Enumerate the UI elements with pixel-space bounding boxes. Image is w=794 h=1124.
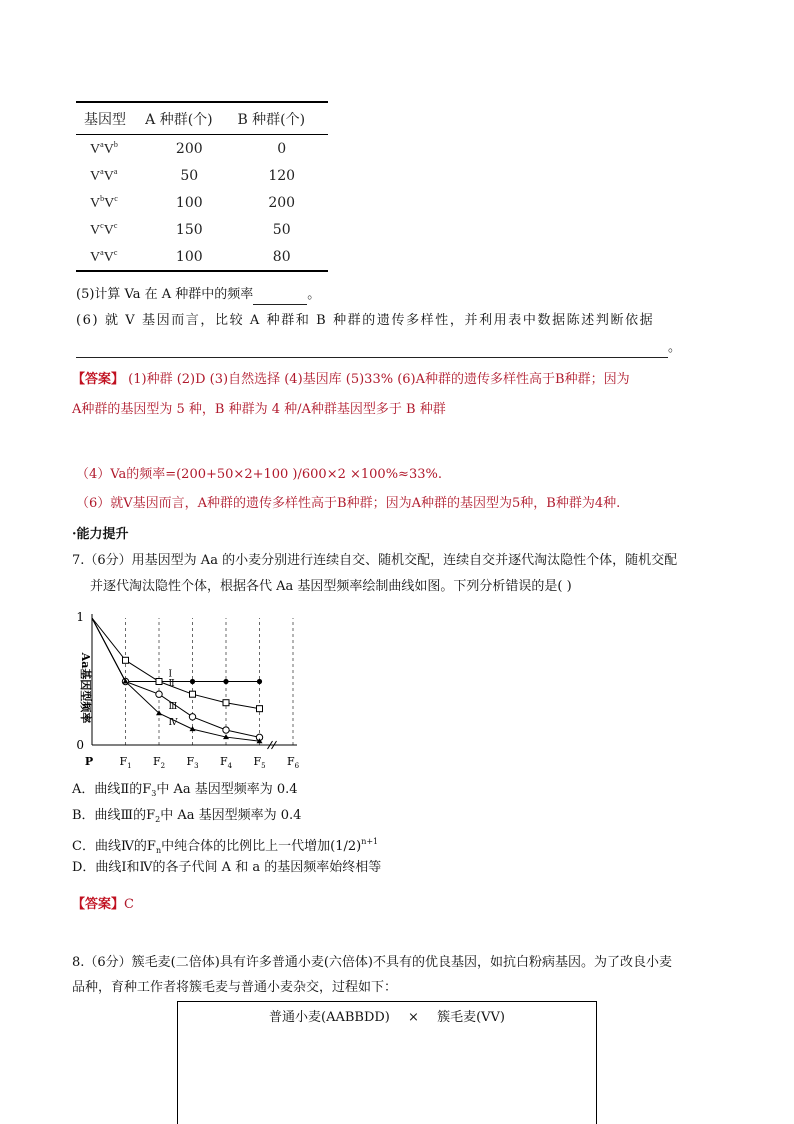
- question-5: [76, 285, 320, 305]
- data-point: [156, 679, 162, 685]
- question-8-line-2: 品种，育种工作者将簇毛麦与普通小麦杂交，过程如下：: [72, 980, 398, 995]
- answer-tag: 【答案】: [72, 372, 125, 387]
- answer-text-1: (1)种群 (2)D (3)自然选择 (4)基因库 (5)33% (6)A种群的遗传多样性高于B种群；因为: [128, 372, 630, 387]
- question-5-text: (5)计算 Va 在 A 种群中的频率: [76, 287, 254, 302]
- data-point: [123, 657, 129, 663]
- question-7-line-1: 7.（6分）用基因型为 Aa 的小麦分别进行连续自交、随机交配，连续自交并逐代淘汰隐性个体，随机交配: [72, 553, 678, 568]
- data-point: [190, 691, 196, 697]
- answer-line-1: [72, 370, 630, 390]
- cell-pop-b: 0: [277, 140, 287, 157]
- table-row: [76, 216, 328, 243]
- series-label: Ⅰ: [168, 669, 173, 680]
- genotype-table: [76, 101, 328, 272]
- x-tick-label: $F_4$: [219, 755, 233, 770]
- answer-line-2: [72, 400, 446, 420]
- aa-frequency-chart: [70, 608, 300, 773]
- option-c-sub: n: [155, 846, 162, 855]
- explanation-6: （6）就V基因而言，A种群的遗传多样性高于B种群；因为A种群的基因型为5种，B种群为4种.: [76, 496, 621, 511]
- cross-diagram-box: [177, 1001, 597, 1124]
- y-axis-label: Aa基因型频率: [79, 652, 92, 724]
- genotype-table-wrap: [76, 101, 328, 272]
- option-c-post: 中纯合体的比例比上一代增加(1/2): [161, 839, 362, 854]
- x-tick-label: $F_3$: [186, 755, 199, 770]
- parent-common-wheat: 普通小麦(AABBDD): [269, 1010, 390, 1025]
- question-6-end: 。: [668, 340, 682, 355]
- cell-genotype: $V^aV^a$: [90, 166, 118, 184]
- answer-7-tag: 【答案】: [72, 897, 125, 912]
- x-tick-label: $F_5$: [253, 755, 266, 770]
- option-c-sup: n+1: [361, 837, 379, 846]
- explanation-4: （4）Va的频率=(200+50×2+100 )/600×2 ×100%≈33%.: [76, 467, 442, 482]
- answer-text-2: A种群的基因型为 5 种，B 种群为 4 种/A种群基因型多于 B 种群: [72, 402, 446, 417]
- option-a-post: 中 Aa 基因型频率为 0.4: [156, 782, 298, 797]
- series-label: Ⅱ: [168, 679, 175, 690]
- parent-haynaldia: 簇毛麦(VV): [437, 1010, 505, 1025]
- header-pop-b: B 种群(个): [235, 102, 328, 135]
- cell-pop-a: 50: [180, 167, 199, 184]
- data-point: [257, 706, 263, 712]
- question-6-text: (6) 就 V 基因而言，比较 A 种群和 B 种群的遗传多样性，并利用表中数据陈述判断依据: [76, 313, 655, 328]
- option-b-post: 中 Aa 基因型频率为 0.4: [160, 808, 302, 823]
- data-point: [156, 691, 162, 697]
- y-tick-label: 1: [76, 610, 84, 624]
- option-a-pre: A．曲线Ⅱ的F: [72, 782, 152, 797]
- data-point: [223, 700, 229, 706]
- cell-genotype: $V^aV^b$: [90, 139, 118, 157]
- cell-pop-b: 120: [268, 167, 296, 184]
- data-point: [223, 727, 229, 733]
- question-7-line-2: 并逐代淘汰隐性个体，根据各代 Aa 基因型频率绘制曲线如图。下列分析错误的是( ): [90, 579, 572, 594]
- option-b-pre: B．曲线Ⅲ的F: [72, 808, 156, 823]
- option-c[interactable]: [72, 832, 378, 861]
- table-row: [76, 243, 328, 271]
- question-6-blank-line: [76, 338, 681, 358]
- table-row: [76, 189, 328, 216]
- data-point: [190, 679, 195, 684]
- table-header-row: [76, 102, 328, 135]
- answer-7: [72, 895, 134, 915]
- answer-blank-5[interactable]: [253, 290, 307, 305]
- cell-pop-a: 100: [175, 194, 203, 211]
- option-d[interactable]: D．曲线Ⅰ和Ⅳ的各子代间 A 和 a 的基因频率始终相等: [72, 860, 382, 875]
- data-point: [189, 714, 195, 720]
- question-5-end: 。: [307, 287, 321, 302]
- header-genotype: 基因型: [76, 102, 143, 135]
- option-a-sub: 3: [151, 789, 157, 798]
- cell-pop-b: 80: [235, 243, 328, 271]
- cell-pop-b: 50: [272, 221, 291, 238]
- option-a[interactable]: [72, 780, 298, 804]
- option-c-pre: C．曲线Ⅳ的F: [72, 839, 156, 854]
- cell-genotype: $V^bV^c$: [90, 193, 118, 211]
- section-heading: ·能力提升: [72, 527, 129, 542]
- cross-diagram-header: [178, 1008, 596, 1028]
- x-tick-label: P: [84, 755, 94, 768]
- cell-pop-a: 200: [175, 140, 203, 157]
- x-tick-label: $F_6$: [286, 755, 300, 770]
- answer-7-value: C: [124, 897, 134, 912]
- cell-pop-a: 100: [143, 243, 235, 271]
- option-b-sub: 2: [155, 815, 161, 824]
- table-row: [76, 135, 328, 163]
- answer-blank-6[interactable]: [76, 343, 668, 358]
- question-6: [76, 311, 654, 331]
- table-row: [76, 162, 328, 189]
- cell-pop-b: 200: [268, 194, 296, 211]
- cell-pop-a: 150: [175, 221, 203, 238]
- cell-genotype: $V^cV^c$: [90, 220, 118, 238]
- option-b[interactable]: [72, 806, 301, 830]
- cell-genotype: $V^aV^c$: [76, 243, 143, 271]
- series-line: [92, 618, 260, 709]
- y-tick-label: 0: [76, 738, 84, 752]
- x-tick-label: $F_2$: [152, 755, 166, 770]
- data-point: [257, 679, 262, 684]
- chart-labels: [76, 610, 299, 770]
- header-pop-a: A 种群(个): [143, 102, 235, 135]
- cross-symbol: ×: [408, 1010, 419, 1025]
- series-label: Ⅳ: [168, 718, 178, 729]
- question-8-line-1: 8.（6分）簇毛麦(二倍体)具有许多普通小麦(六倍体)不具有的优良基因，如抗白粉病基因。为了改良小麦: [72, 955, 672, 970]
- x-tick-label: $F_1$: [119, 755, 132, 770]
- data-point: [223, 679, 228, 684]
- series-label: Ⅲ: [168, 701, 178, 712]
